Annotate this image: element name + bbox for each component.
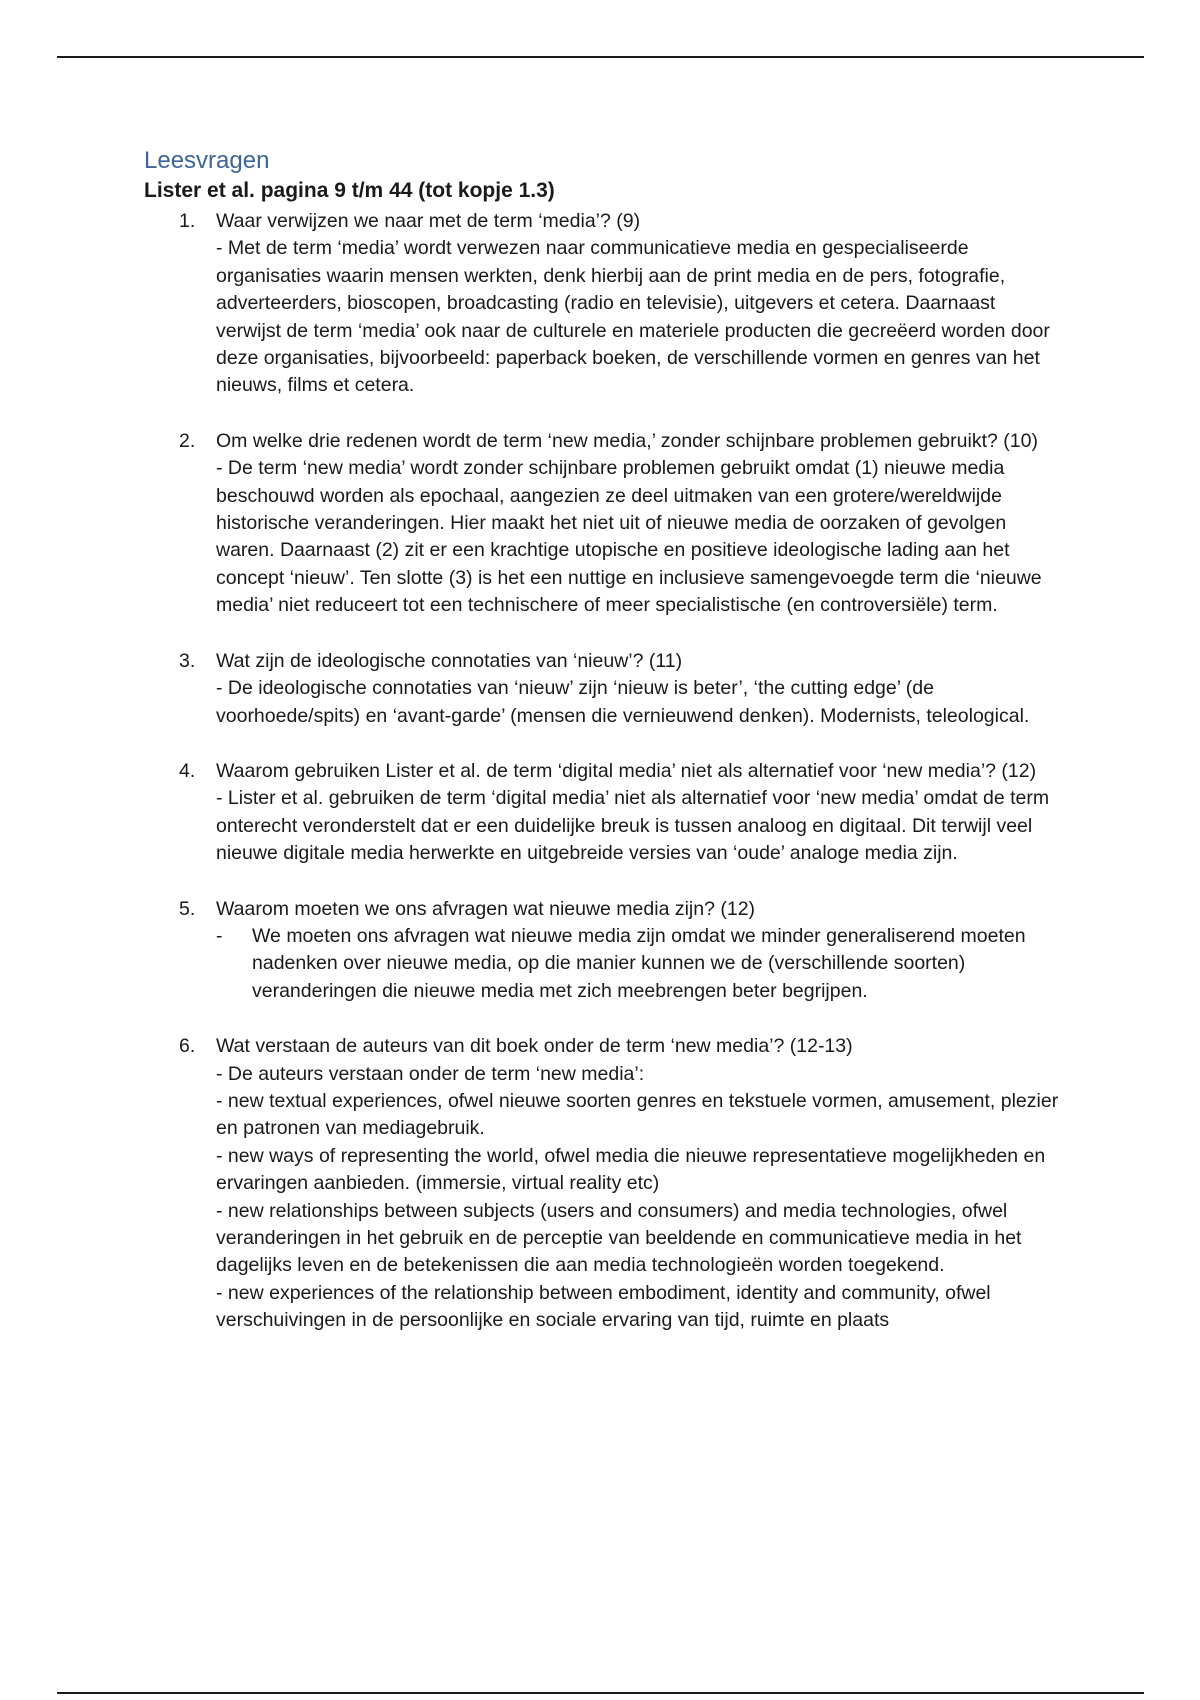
document-subheading: Lister et al. pagina 9 t/m 44 (tot kopje 1.3) xyxy=(144,179,555,202)
question-item xyxy=(144,648,1064,730)
question-number: 2. xyxy=(179,429,196,452)
answer-line: - new relationships between subjects (users and consumers) and media technologies, ofwel veranderingen in het gebruik en de perceptie van beeldende en communicatieve media in het dagelijks leven en de betekenissen die aan media technologieën worden toegekend. xyxy=(216,1199,1022,1277)
footer-rule xyxy=(57,1692,1144,1694)
question-number: 5. xyxy=(179,897,196,920)
document-body xyxy=(144,146,1064,1335)
answer-text: - Met de term ‘media’ wordt verwezen naar communicatieve media en gespecialiseerde organisaties waarin mensen werkten, denk hierbij aan de print media en de pers, fotografie, adverteerders, bioscopen, broadcasting (radio en televisie), uitgevers et cetera. Daarnaast verwijst de term ‘media’ ook naar de culturele en materiele producten die gecreëerd worden door deze organisaties, bijvoorbeeld: paperback boeken, de verschillende vormen en genres van het nieuws, films et cetera. xyxy=(216,237,1050,397)
question-text: Waarom moeten we ons afvragen wat nieuwe media zijn? (12) xyxy=(216,897,756,920)
question-text: Om welke drie redenen wordt de term ‘new media,’ zonder schijnbare problemen gebruikt? (10) xyxy=(216,429,1038,452)
question-number: 6. xyxy=(179,1035,196,1058)
answer-text: - De ideologische connotaties van ‘nieuw’ zijn ‘nieuw is beter’, ‘the cutting edge’ (de voorhoede/spits) en ‘avant-garde’ (mensen die vernieuwend denken). Modernists, teleological. xyxy=(216,677,1030,727)
question-item xyxy=(144,758,1064,868)
question-item xyxy=(144,896,1064,1006)
answer-text: - De term ‘new media’ wordt zonder schijnbare problemen gebruikt omdat (1) nieuwe media beschouwd worden als epochaal, aangezien ze deel uitmaken van een grotere/wereldwijde historische veranderingen. Hier maakt het niet uit of nieuwe media de oorzaken of gevolgen waren. Daarnaast (2) zit er een krachtige utopische en positieve ideologische lading aan het concept ‘nieuw’. Ten slotte (3) is het een nuttige en inclusieve samengevoegde term die ‘nieuwe media’ niet reduceert tot een technischere of meer specialistische (en controversiële) term. xyxy=(216,457,1042,617)
answer-body: We moeten ons afvragen wat nieuwe media zijn omdat we minder generaliserend moeten nadenken over nieuwe media, op die manier kunnen we de (verschillende soorten) veranderingen die nieuwe media met zich meebrengen beter begrijpen. xyxy=(252,924,1026,1002)
question-text: Wat zijn de ideologische connotaties van ‘nieuw’? (11) xyxy=(216,649,683,672)
question-item xyxy=(144,1033,1064,1334)
question-number: 3. xyxy=(179,649,196,672)
question-text: Waar verwijzen we naar met de term ‘media’? (9) xyxy=(216,210,641,232)
question-list xyxy=(144,208,1064,1335)
question-number: 4. xyxy=(179,759,196,782)
question-item xyxy=(144,428,1064,620)
answer-text xyxy=(216,923,1064,1005)
header-rule xyxy=(57,56,1144,58)
answer-line: - new ways of representing the world, ofwel media die nieuwe representatieve mogelijkheden en ervaringen aanbieden. (immersie, virtual reality etc) xyxy=(216,1144,1046,1195)
answer-line: - new textual experiences, ofwel nieuwe soorten genres en tekstuele vormen, amusement, plezier en patronen van mediagebruik. xyxy=(216,1089,1059,1140)
answer-line: - new experiences of the relationship between embodiment, identity and community, ofwel verschuivingen in de persoonlijke en sociale ervaring van tijd, ruimte en plaats xyxy=(216,1281,991,1332)
answer-dash: - xyxy=(216,924,223,947)
answer-text: - Lister et al. gebruiken de term ‘digital media’ niet als alternatief voor ‘new media’ omdat de term onterecht veronderstelt dat er een duidelijke breuk is tussen analoog en digitaal. Dit terwijl veel nieuwe digitale media herwerkte en uitgebreide versies van ‘oude’ analoge media zijn. xyxy=(216,787,1050,865)
answer-line: - De auteurs verstaan onder de term ‘new media’: xyxy=(216,1062,645,1085)
document-heading: Leesvragen xyxy=(144,147,270,174)
question-text: Wat verstaan de auteurs van dit boek onder de term ‘new media’? (12-13) xyxy=(216,1035,853,1058)
question-item xyxy=(144,208,1064,400)
question-text: Waarom gebruiken Lister et al. de term ‘digital media’ niet als alternatief voor ‘new media’? (12) xyxy=(216,759,1037,782)
question-number: 1. xyxy=(179,210,196,232)
